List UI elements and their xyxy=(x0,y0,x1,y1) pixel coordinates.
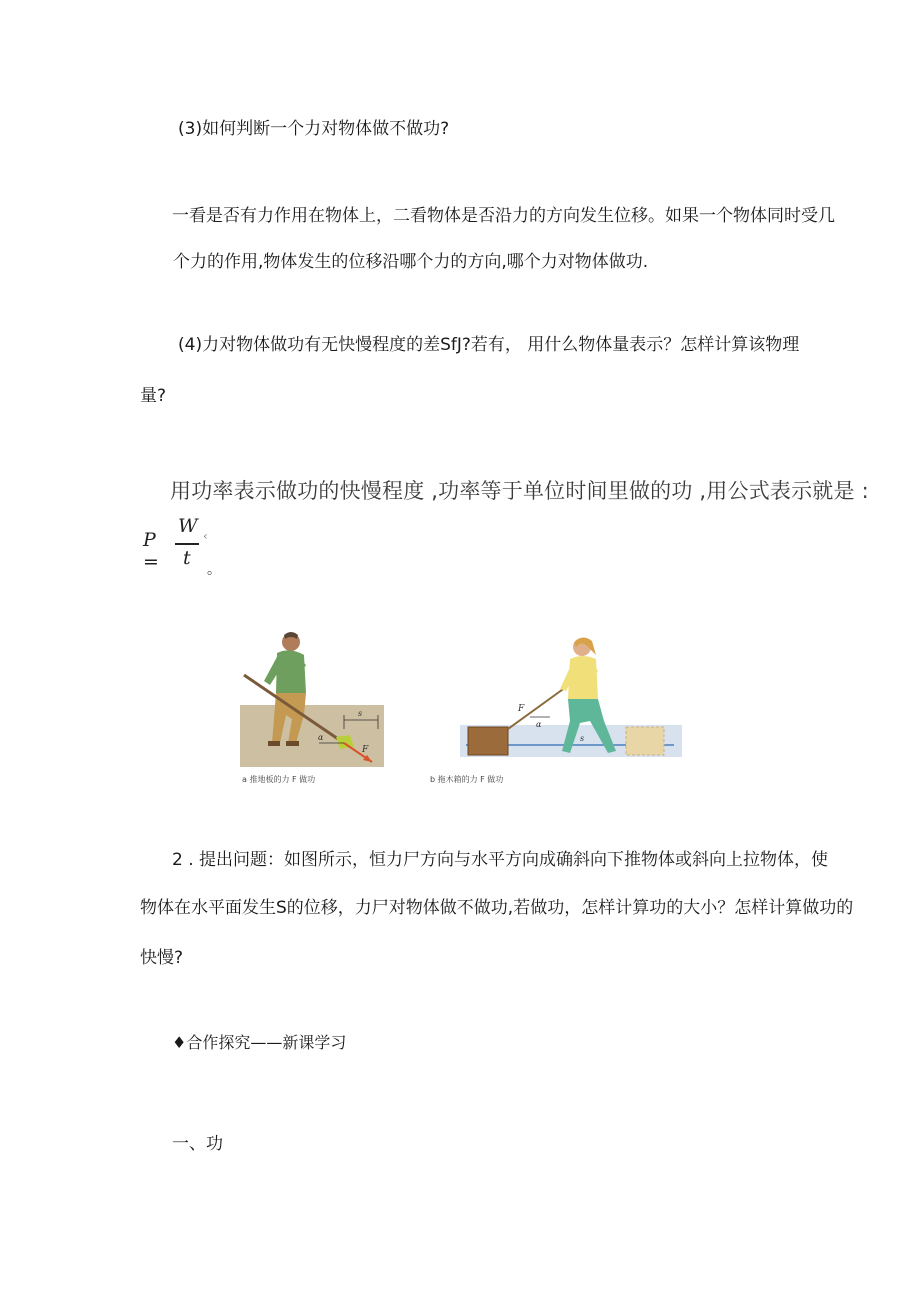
problem-paragraph-line: 物体在水平面发生S的位移，力尸对物体做不做功,若做功，怎样计算功的大小？怎样计算做功的 xyxy=(140,898,854,918)
force-label-a: F xyxy=(362,745,369,755)
man-shoe xyxy=(286,741,299,746)
alpha-label-b: α xyxy=(536,720,542,729)
formula-lhs: P = xyxy=(143,529,159,573)
formula-period: 。 xyxy=(207,562,221,578)
subheading: 一、功 xyxy=(172,1134,223,1154)
force-label-b: F xyxy=(518,704,525,714)
question-4-line: (4)力对物体做功有无快慢程度的差SfJ?若有， 用什么物体量表示？怎样计算该物理 xyxy=(178,335,800,355)
displacement-label-b: s xyxy=(580,734,585,743)
force-work-illustration xyxy=(234,625,692,790)
alpha-label-a: α xyxy=(318,733,324,742)
answer-paragraph-line: 个力的作用,物体发生的位移沿哪个力的方向,哪个力对物体做功. xyxy=(173,252,649,272)
formula-denominator: t xyxy=(183,547,191,569)
question-4-line: 量? xyxy=(140,386,167,406)
section-heading: ♦合作探究——新课学习 xyxy=(172,1033,347,1052)
caption-a: a 推地板的力 F 做功 xyxy=(242,775,316,784)
fraction-bar xyxy=(175,543,199,545)
question-3: (3)如何判断一个力对物体做不做功? xyxy=(178,119,450,139)
formula-mark: ‹ xyxy=(203,529,208,543)
wooden-box xyxy=(468,727,508,755)
caption-b: b 拖木箱的力 F 做功 xyxy=(430,775,504,784)
floor-a xyxy=(240,705,384,767)
answer-paragraph-line: 一看是否有力作用在物体上，二看物体是否沿力的方向发生位移。如果一个物体同时受几 xyxy=(172,206,835,226)
wooden-box-ghost xyxy=(626,727,664,755)
displacement-label-a: s xyxy=(358,709,363,718)
man-shoe xyxy=(268,741,280,746)
problem-paragraph-line: 2 . 提出问题：如图所示，恒力尸方向与水平方向成确斜向下推物体或斜向上拉物体，使 xyxy=(172,850,829,870)
power-definition: 用功率表示做功的快慢程度 ,功率等于单位时间里做的功 ,用公式表示就是 : xyxy=(170,479,869,503)
problem-paragraph-line: 快慢? xyxy=(140,948,184,968)
formula-numerator: W xyxy=(178,515,198,537)
